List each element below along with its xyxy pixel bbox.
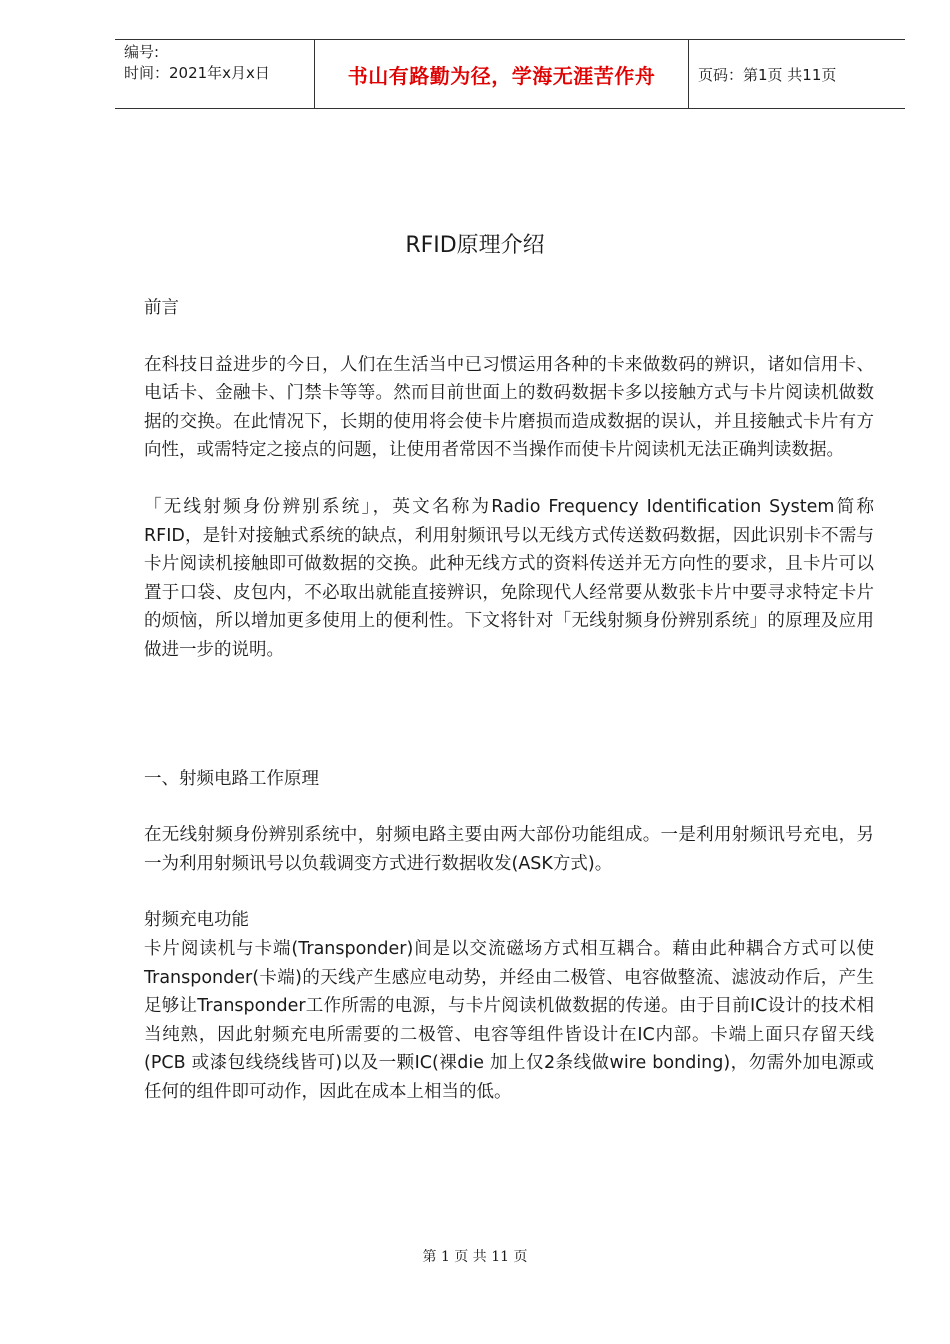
document-time-label: 时间：2021年x月x日	[124, 64, 270, 82]
preface-paragraph-2: 「无线射频身份辨别系统」，英文名称为Radio Frequency Identification System简称RFID，是针对接触式系统的缺点，利用射频讯号以无线方式传送数码数据，因此识别卡不需与卡片阅读机接触即可做数据的交换。此种无线方式的资料传送并无方向性的要求，且卡片可以置于口袋、皮包内，不必取出就能直接辨识，免除现代人经常要从数张卡片中要寻求特定卡片的烦恼，所以增加更多使用上的便利性。下文将针对「无线射频身份辨别系统」的原理及应用做进一步的说明。	[144, 496, 874, 660]
document-body	[144, 294, 874, 1106]
preface-heading: 前言	[144, 298, 179, 318]
header-page-label: 页码：第1页 共11页	[698, 65, 837, 84]
section-1-subheading: 射频充电功能	[144, 910, 249, 931]
section-1-paragraph-2: 卡片阅读机与卡端(Transponder)间是以交流磁场方式相互耦合。藉由此种耦合方式可以使Transponder(卡端)的天线产生感应电动势，并经由二极管、电容做整流、滤波动作后，产生足够让Transponder工作所需的电源，与卡片阅读机做数据的传递。由于目前IC设计的技术相当纯熟，因此射频充电所需要的二极管、电容等组件皆设计在IC内部。卡端上面只存留天线(PCB 或漆包线绕线皆可)以及一颗IC(裸die 加上仅2条线做wire bonding)，勿需外加电源或任何的组件即可动作，因此在成本上相当的低。	[144, 938, 874, 1102]
document-title: RFID原理介绍	[405, 233, 545, 258]
preface-paragraph-1: 在科技日益进步的今日，人们在生活当中已习惯运用各种的卡来做数码的辨识，诸如信用卡、电话卡、金融卡、门禁卡等等。然而目前世面上的数码数据卡多以接触方式与卡片阅读机做数据的交换。在此情况下，长期的使用将会使卡片磨损而造成数据的误认，并且接触式卡片有方向性，或需特定之接点的问题，让使用者常因不当操作而使卡片阅读机无法正确判读数据。	[144, 354, 874, 461]
section-1-heading: 一、射频电路工作原理	[144, 768, 319, 789]
header-motto: 书山有路勤为径，学海无涯苦作舟	[315, 40, 689, 108]
document-number-label: 编号:	[124, 43, 160, 61]
section-1-paragraph-1: 在无线射频身份辨别系统中，射频电路主要由两大部份功能组成。一是利用射频讯号充电，另一为利用射频讯号以负载调变方式进行数据收发(ASK方式)。	[144, 825, 874, 874]
document-header	[115, 39, 905, 109]
page-footer: 第 1 页 共 11 页	[422, 1249, 528, 1265]
header-meta-cell	[115, 40, 315, 108]
